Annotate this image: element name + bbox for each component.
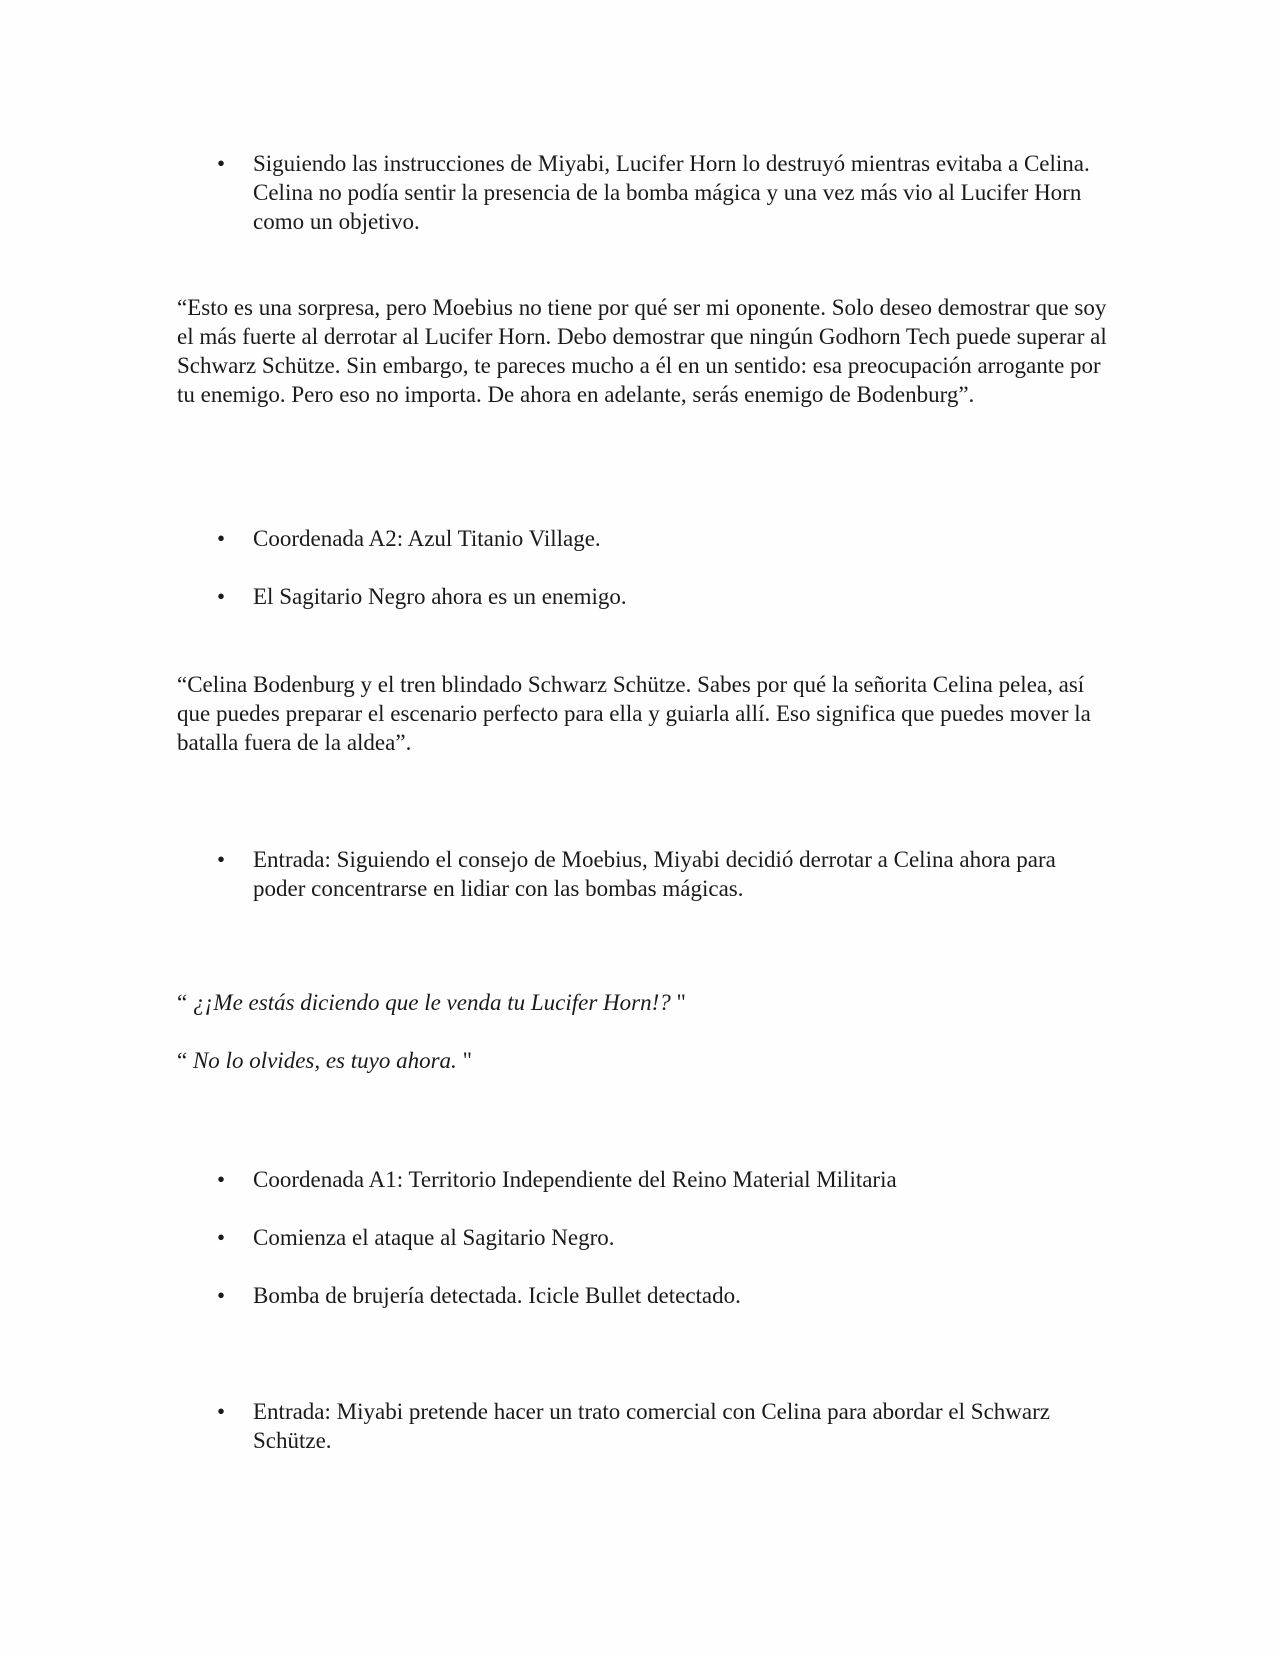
- bullet-text: Comienza el ataque al Sagitario Negro.: [253, 1225, 615, 1250]
- open-quote: “: [177, 990, 193, 1015]
- bullet-text: Bomba de brujería detectada. Icicle Bullet detectado.: [253, 1283, 741, 1308]
- bullet-marker: •: [216, 1225, 226, 1250]
- dialogue-text: ¿¡Me estás diciendo que le venda tu Lucifer Horn!?: [192, 990, 677, 1015]
- dialogue-text: No lo olvides, es tuyo ahora.: [192, 1048, 463, 1073]
- bullet-text: Entrada: Siguiendo el consejo de Moebius, Miyabi decidió derrotar a Celina ahora para poder concentrarse en lidiar con las bombas mágicas.: [253, 847, 1056, 901]
- bullet-text: Coordenada A2: Azul Titanio Village.: [253, 526, 601, 551]
- dialogue-line: [177, 988, 1117, 1017]
- bullet-text: El Sagitario Negro ahora es un enemigo.: [253, 584, 627, 609]
- bullet-marker: •: [216, 1167, 226, 1192]
- dialogue-line: [177, 1046, 1117, 1075]
- bullet-marker: •: [216, 151, 226, 176]
- close-quote: ": [676, 990, 686, 1015]
- bullet-text: Coordenada A1: Territorio Independiente del Reino Material Militaria: [253, 1167, 897, 1192]
- bullet-marker: •: [216, 1399, 226, 1424]
- quote-paragraph: “Esto es una sorpresa, pero Moebius no tiene por qué ser mi oponente. Solo deseo demostrar que soy el más fuerte al derrotar al Lucifer Horn. Debo demostrar que ningún Godhorn Tech puede superar al Schwarz Schütze. Sin embargo, te pareces mucho a él en un sentido: esa preocupación arrogante por tu enemigo. Pero eso no importa. De ahora en adelante, serás enemigo de Bodenburg”.: [177, 295, 1107, 407]
- quote-paragraph: “Celina Bodenburg y el tren blindado Schwarz Schütze. Sabes por qué la señorita Celina pelea, así que puedes preparar el escenario perfecto para ella y guiarla allí. Eso significa que puedes mover la batalla fuera de la aldea”.: [177, 672, 1091, 755]
- bullet-marker: •: [216, 526, 226, 551]
- open-quote: “: [177, 1048, 193, 1073]
- bullet-text: Entrada: Miyabi pretende hacer un trato comercial con Celina para abordar el Schwarz Schütze.: [253, 1399, 1050, 1453]
- bullet-marker: •: [216, 584, 226, 609]
- bullet-marker: •: [216, 1283, 226, 1308]
- bullet-text: Siguiendo las instrucciones de Miyabi, Lucifer Horn lo destruyó mientras evitaba a Celina. Celina no podía sentir la presencia de la bomba mágica y una vez más vio al Lucifer Horn como un objetivo.: [253, 151, 1090, 234]
- bullet-marker: •: [216, 847, 226, 872]
- close-quote: ": [462, 1048, 472, 1073]
